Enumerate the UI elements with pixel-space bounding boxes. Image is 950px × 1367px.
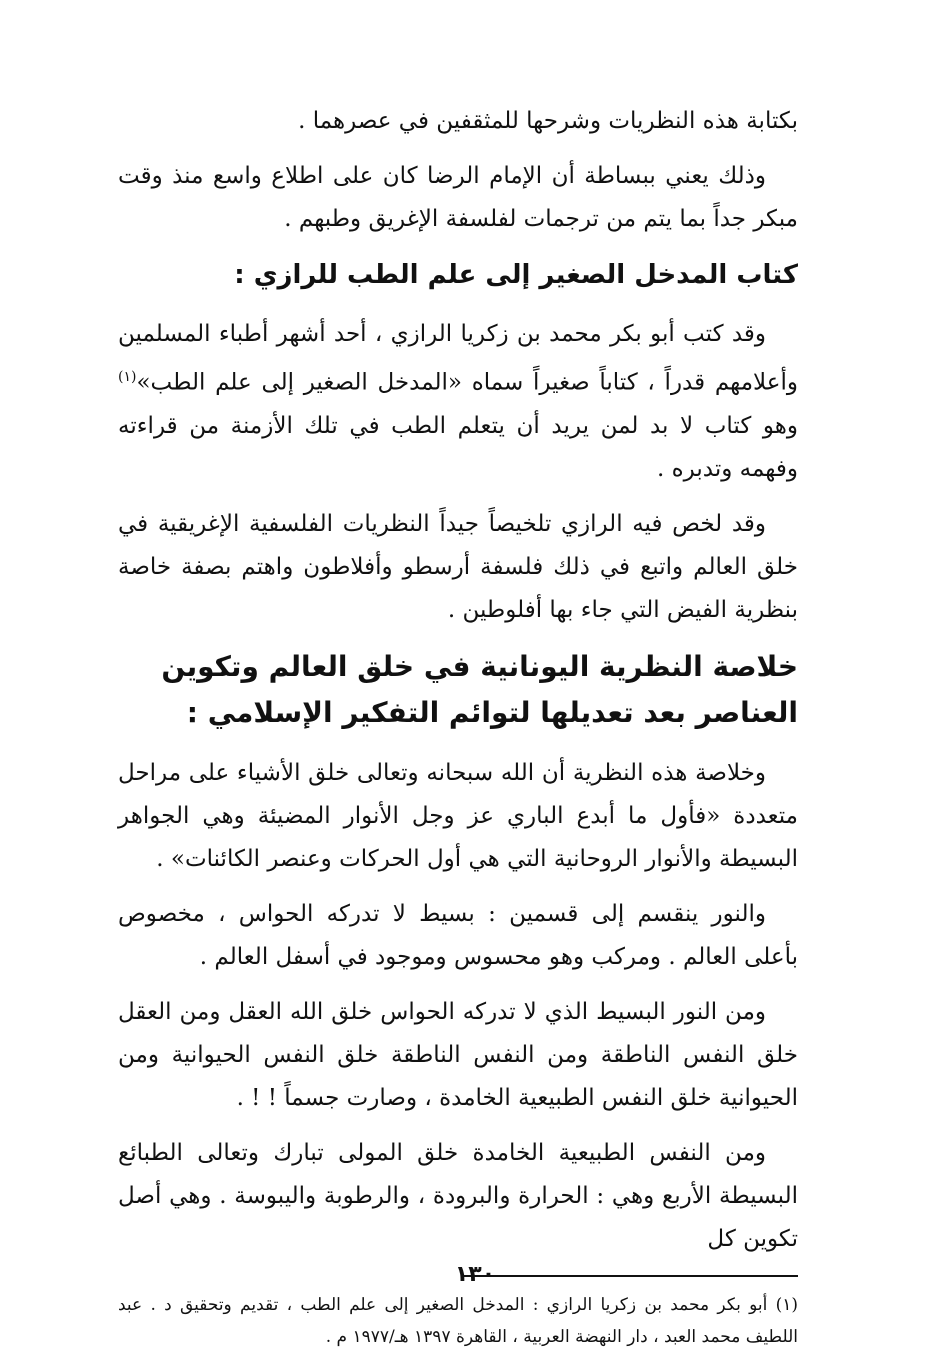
paragraph: وذلك يعني ببساطة أن الإمام الرضا كان على اطلاع واسع منذ وقت مبكر جداً بما يتم من ترجمات لفلسفة الإغريق وطبهم . (118, 163, 798, 232)
paragraph: ومن النفس الطبيعية الخامدة خلق المولى تبارك وتعالى الطبائع البسيطة الأربع وهي : الحرارة والبرودة ، والرطوبة واليبوسة . وهي أصل تكوين كل (118, 1139, 798, 1252)
paragraph: والنور ينقسم إلى قسمين : بسيط لا تدركه الحواس ، مخصوص بأعلى العالم . ومركب وهو محسوس وموجود في أسفل العالم . (118, 900, 798, 970)
section-heading: كتاب المدخل الصغير إلى علم الطب للرازي : (234, 260, 798, 290)
section-heading: خلاصة النظرية اليونانية في خلق العالم وتكوين العناصر بعد تعديلها لتوائم التفكير الإسلامي : (161, 649, 798, 729)
paragraph: وخلاصة هذه النظرية أن الله سبحانه وتعالى خلق الأشياء على مراحل متعددة «فأول ما أبدع الباري عز وجل الأنوار المضيئة وهي الجواهر البسيطة والأنوار الروحانية التي هي أول الحركات وعنصر الكائنات» . (118, 759, 798, 872)
paragraph-text: وهو كتاب لا بد لمن يريد أن يتعلم الطب في تلك الأزمنة من قراءته وفهمه وتدبره . (118, 412, 798, 482)
footnote-reference: (١) (118, 369, 137, 385)
paragraph: ومن النور البسيط الذي لا تدركه الحواس خلق الله العقل ومن العقل خلق النفس الناطقة ومن النفس الناطقة خلق النفس الحيوانية ومن الحيوانية خلق النفس الطبيعية الخامدة ، وصارت جسماً ! ! . (118, 998, 798, 1111)
paragraph: وقد لخص فيه الرازي تلخيصاً جيداً النظريات الفلسفية الإغريقية في خلق العالم واتبع في ذلك فلسفة أرسطو وأفلاطون واهتم بصفة خاصة بنظرية الفيض التي جاء بها أفلوطين . (118, 510, 798, 623)
footnote: (١) أبو بكر محمد بن زكريا الرازي : المدخل الصغير إلى علم الطب ، تقديم وتحقيق د . عبد اللطيف محمد العبد ، دار النهضة العربية ، القاهرة ١٣٩٧ هـ/١٩٧٧ م . (118, 1294, 798, 1347)
page-number: ١٣٠ (454, 1262, 496, 1287)
paragraph-with-reference (118, 313, 798, 491)
paragraph-continuation: بكتابة هذه النظريات وشرحها للمثقفين في عصرهما . (298, 108, 798, 134)
paragraph-text: وقد كتب أبو بكر محمد بن زكريا الرازي ، أحد أشهر أطباء المسلمين وأعلامهم قدراً ، كتاباً صغيراً سماه «المدخل الصغير إلى علم الطب» (118, 321, 798, 396)
